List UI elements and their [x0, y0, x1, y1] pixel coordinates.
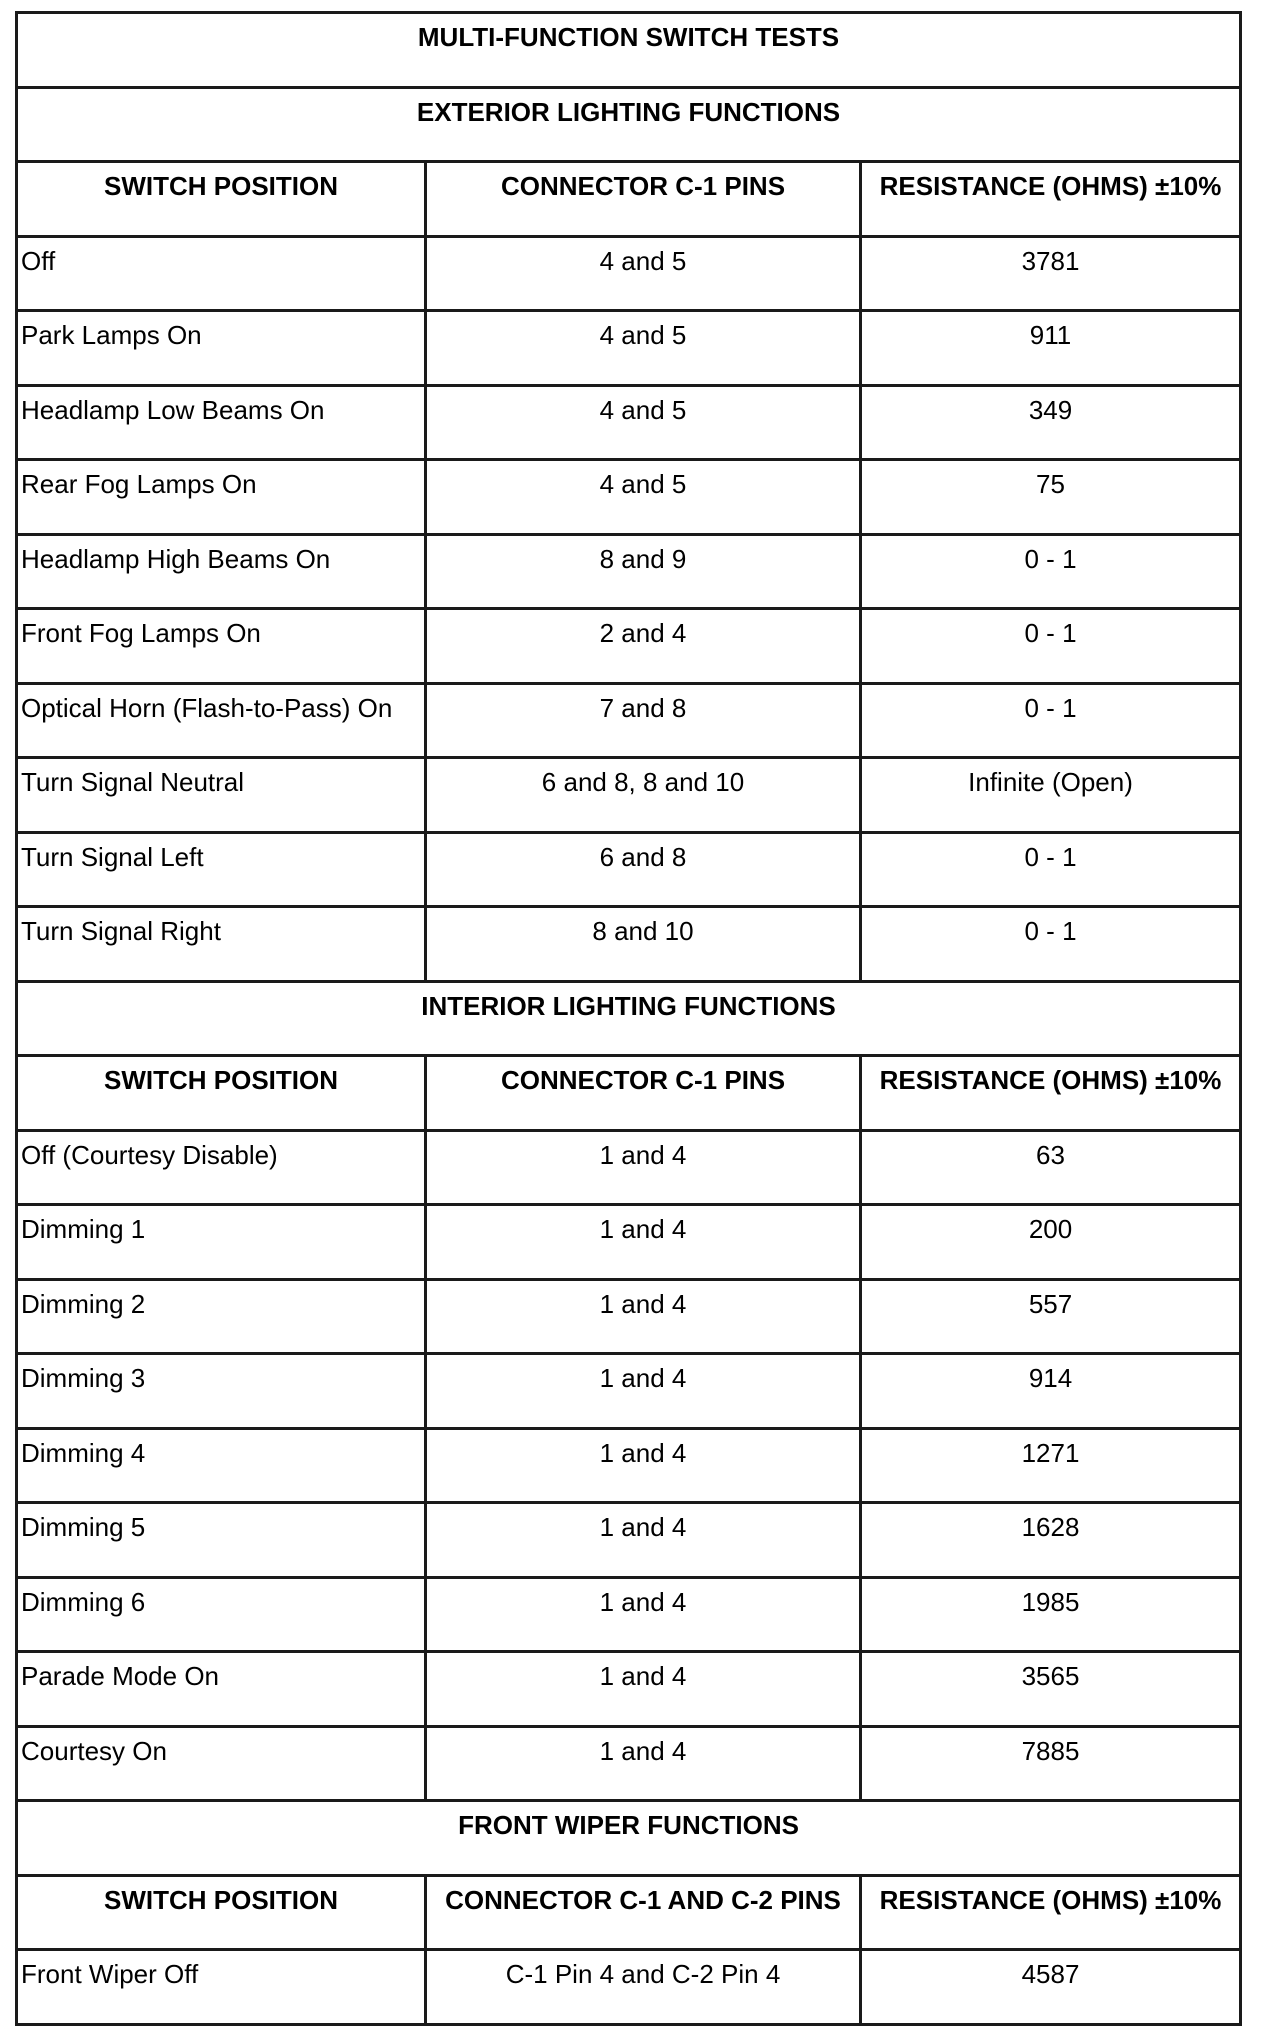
resistance-cell-text: 1271 — [1021, 1437, 1080, 1468]
switch-position-cell-text: Dimming 3 — [21, 1363, 146, 1393]
resistance-cell-text: 3781 — [1021, 245, 1080, 276]
resistance-cell-text: 0 - 1 — [1024, 692, 1077, 723]
switch-position-cell — [17, 534, 426, 609]
switch-position-cell-text: Front Wiper Off — [21, 1959, 199, 1989]
table-row — [17, 758, 1241, 833]
header-switch-position-text: SWITCH POSITION — [104, 171, 338, 201]
resistance-cell-text: 7885 — [1021, 1735, 1080, 1766]
connector-pins-cell — [426, 1577, 861, 1652]
section-heading — [17, 87, 1241, 162]
switch-position-cell-text: Park Lamps On — [21, 320, 202, 350]
connector-pins-cell-text: 1 and 4 — [599, 1586, 687, 1617]
connector-pins-cell-text: 1 and 4 — [599, 1363, 687, 1393]
switch-position-cell — [17, 1652, 426, 1727]
column-header-row — [17, 1056, 1241, 1131]
section-heading-text: INTERIOR LIGHTING FUNCTIONS — [421, 990, 836, 1021]
table-row — [17, 832, 1241, 907]
connector-pins-cell — [426, 1503, 861, 1578]
header-connector-pins — [426, 1056, 861, 1131]
table-row — [17, 1279, 1241, 1354]
header-connector-pins — [426, 1875, 861, 1950]
connector-pins-cell — [426, 460, 861, 535]
table-row — [17, 1205, 1241, 1280]
switch-position-cell — [17, 758, 426, 833]
section-heading-text: FRONT WIPER FUNCTIONS — [458, 1810, 799, 1840]
switch-position-cell — [17, 1726, 426, 1801]
resistance-cell — [861, 1726, 1241, 1801]
resistance-cell-text: 0 - 1 — [1024, 618, 1077, 648]
switch-position-cell-text: Off (Courtesy Disable) — [21, 1139, 278, 1170]
title-row — [17, 13, 1241, 88]
connector-pins-cell-text: 6 and 8, 8 and 10 — [541, 767, 745, 797]
connector-pins-cell-text: 1 and 4 — [599, 1288, 687, 1319]
connector-pins-cell-text: 1 and 4 — [599, 1661, 687, 1691]
connector-pins-cell — [426, 609, 861, 684]
connector-pins-cell-text: 2 and 4 — [599, 618, 687, 648]
resistance-cell-text: 0 - 1 — [1024, 841, 1077, 872]
table-row — [17, 460, 1241, 535]
connector-pins-cell-text: 4 and 5 — [599, 394, 687, 425]
connector-pins-cell — [426, 1726, 861, 1801]
switch-position-cell-text: Dimming 5 — [21, 1512, 146, 1542]
section-heading — [17, 981, 1241, 1056]
header-resistance-text: RESISTANCE (OHMS) ±10% — [879, 171, 1222, 201]
table-row — [17, 683, 1241, 758]
connector-pins-cell — [426, 1950, 861, 2025]
header-resistance-text: RESISTANCE (OHMS) ±10% — [879, 1884, 1222, 1915]
resistance-cell-text: 557 — [1028, 1288, 1073, 1319]
multi-function-switch-tests-table — [15, 11, 1242, 2026]
switch-position-cell-text: Dimming 2 — [21, 1288, 146, 1319]
connector-pins-cell — [426, 758, 861, 833]
switch-position-cell-text: Headlamp Low Beams On — [21, 394, 325, 425]
connector-pins-cell — [426, 1279, 861, 1354]
table-row — [17, 907, 1241, 982]
resistance-cell — [861, 1354, 1241, 1429]
switch-position-cell-text: Parade Mode On — [21, 1661, 220, 1691]
resistance-cell-text: 200 — [1028, 1214, 1073, 1244]
connector-pins-cell — [426, 534, 861, 609]
switch-position-cell — [17, 1503, 426, 1578]
connector-pins-cell — [426, 1130, 861, 1205]
switch-position-cell — [17, 1577, 426, 1652]
switch-position-cell — [17, 832, 426, 907]
switch-position-cell-text: Dimming 6 — [21, 1586, 146, 1617]
switch-position-cell — [17, 1428, 426, 1503]
connector-pins-cell — [426, 1652, 861, 1727]
switch-position-cell — [17, 236, 426, 311]
resistance-cell — [861, 385, 1241, 460]
switch-position-cell-text: Turn Signal Right — [21, 916, 221, 946]
resistance-cell — [861, 683, 1241, 758]
connector-pins-cell — [426, 683, 861, 758]
resistance-cell — [861, 460, 1241, 535]
section-heading-text: EXTERIOR LIGHTING FUNCTIONS — [416, 96, 841, 127]
switch-position-cell-text: Optical Horn (Flash-to-Pass) On — [21, 692, 393, 723]
switch-position-cell-text: Off — [21, 245, 56, 276]
connector-pins-cell-text: 1 and 4 — [599, 1512, 687, 1542]
resistance-cell-text: 911 — [1029, 320, 1072, 350]
connector-pins-cell — [426, 1354, 861, 1429]
table-title — [17, 13, 1241, 88]
switch-position-cell-text: Dimming 4 — [21, 1437, 146, 1468]
connector-pins-cell — [426, 385, 861, 460]
header-switch-position — [17, 1056, 426, 1131]
connector-pins-cell-text: 6 and 8 — [599, 841, 687, 872]
switch-position-cell — [17, 683, 426, 758]
table-row — [17, 1950, 1241, 2025]
table-row — [17, 1726, 1241, 1801]
column-header-row — [17, 162, 1241, 237]
header-switch-position-text: SWITCH POSITION — [104, 1884, 338, 1915]
resistance-cell — [861, 1279, 1241, 1354]
switch-position-cell-text: Turn Signal Neutral — [21, 767, 245, 797]
header-resistance — [861, 1056, 1241, 1131]
switch-position-cell — [17, 385, 426, 460]
switch-position-cell — [17, 1950, 426, 2025]
section-heading-row — [17, 1801, 1241, 1876]
table-row — [17, 236, 1241, 311]
resistance-cell-text: 0 - 1 — [1024, 916, 1077, 946]
connector-pins-cell — [426, 1428, 861, 1503]
resistance-cell-text: 75 — [1036, 469, 1065, 499]
resistance-cell — [861, 311, 1241, 386]
connector-pins-cell-text: 1 and 4 — [599, 1735, 687, 1766]
resistance-cell-text: Infinite (Open) — [968, 767, 1133, 797]
switch-position-cell — [17, 1354, 426, 1429]
resistance-cell-text: 0 - 1 — [1024, 543, 1077, 574]
section-heading — [17, 1801, 1241, 1876]
switch-position-cell-text: Rear Fog Lamps On — [21, 469, 257, 499]
switch-position-cell — [17, 460, 426, 535]
connector-pins-cell-text: 1 and 4 — [599, 1139, 687, 1170]
switch-position-cell — [17, 1205, 426, 1280]
switch-position-cell — [17, 1130, 426, 1205]
column-header-row — [17, 1875, 1241, 1950]
header-connector-pins-text: CONNECTOR C-1 PINS — [500, 1065, 786, 1095]
table-row — [17, 1130, 1241, 1205]
section-heading-row — [17, 981, 1241, 1056]
resistance-cell — [861, 1503, 1241, 1578]
table-row — [17, 385, 1241, 460]
connector-pins-cell-text: 1 and 4 — [599, 1437, 687, 1468]
switch-position-cell-text: Front Fog Lamps On — [21, 618, 261, 648]
resistance-cell — [861, 534, 1241, 609]
table-body — [17, 13, 1241, 2025]
connector-pins-cell — [426, 236, 861, 311]
resistance-cell — [861, 1205, 1241, 1280]
resistance-cell — [861, 609, 1241, 684]
connector-pins-cell — [426, 1205, 861, 1280]
resistance-cell-text: 4587 — [1021, 1959, 1080, 1989]
resistance-cell — [861, 1652, 1241, 1727]
table-row — [17, 1354, 1241, 1429]
resistance-cell — [861, 1577, 1241, 1652]
connector-pins-cell — [426, 907, 861, 982]
resistance-cell-text: 1628 — [1021, 1512, 1080, 1542]
switch-position-cell-text: Dimming 1 — [21, 1214, 146, 1244]
table-row — [17, 609, 1241, 684]
header-switch-position-text: SWITCH POSITION — [104, 1065, 338, 1095]
section-heading-row — [17, 87, 1241, 162]
table-title-text: MULTI-FUNCTION SWITCH TESTS — [417, 22, 840, 52]
header-connector-pins — [426, 162, 861, 237]
header-switch-position — [17, 1875, 426, 1950]
table-row — [17, 1428, 1241, 1503]
switch-position-cell-text: Headlamp High Beams On — [21, 543, 331, 574]
resistance-cell-text: 3565 — [1021, 1661, 1080, 1691]
switch-position-cell — [17, 311, 426, 386]
resistance-cell — [861, 1950, 1241, 2025]
resistance-cell — [861, 907, 1241, 982]
table-row — [17, 1503, 1241, 1578]
header-resistance — [861, 1875, 1241, 1950]
resistance-cell-text: 1985 — [1021, 1586, 1080, 1617]
header-connector-pins-text: CONNECTOR C-1 PINS — [500, 171, 786, 201]
table-row — [17, 1577, 1241, 1652]
resistance-cell-text: 914 — [1028, 1363, 1073, 1393]
header-switch-position — [17, 162, 426, 237]
connector-pins-cell-text: 1 and 4 — [599, 1214, 687, 1244]
switch-position-cell — [17, 907, 426, 982]
header-resistance-text: RESISTANCE (OHMS) ±10% — [879, 1065, 1222, 1095]
resistance-cell — [861, 1130, 1241, 1205]
connector-pins-cell-text: 8 and 9 — [599, 543, 687, 574]
switch-position-cell-text: Courtesy On — [21, 1735, 167, 1766]
table-row — [17, 534, 1241, 609]
resistance-cell — [861, 1428, 1241, 1503]
header-resistance — [861, 162, 1241, 237]
connector-pins-cell-text: 7 and 8 — [599, 692, 687, 723]
resistance-cell-text: 63 — [1036, 1139, 1065, 1170]
connector-pins-cell — [426, 311, 861, 386]
resistance-cell — [861, 236, 1241, 311]
switch-position-cell-text: Turn Signal Left — [21, 841, 204, 872]
switch-position-cell — [17, 609, 426, 684]
connector-pins-cell-text: 4 and 5 — [599, 469, 687, 499]
resistance-cell — [861, 832, 1241, 907]
connector-pins-cell — [426, 832, 861, 907]
switch-position-cell — [17, 1279, 426, 1354]
connector-pins-cell-text: 8 and 10 — [592, 916, 694, 946]
connector-pins-cell-text: 4 and 5 — [599, 320, 687, 350]
connector-pins-cell-text: 4 and 5 — [599, 245, 687, 276]
resistance-cell — [861, 758, 1241, 833]
connector-pins-cell-text: C-1 Pin 4 and C-2 Pin 4 — [505, 1959, 781, 1989]
header-connector-pins-text: CONNECTOR C-1 AND C-2 PINS — [445, 1884, 841, 1915]
table-row — [17, 311, 1241, 386]
resistance-cell-text: 349 — [1028, 394, 1073, 425]
table-row — [17, 1652, 1241, 1727]
